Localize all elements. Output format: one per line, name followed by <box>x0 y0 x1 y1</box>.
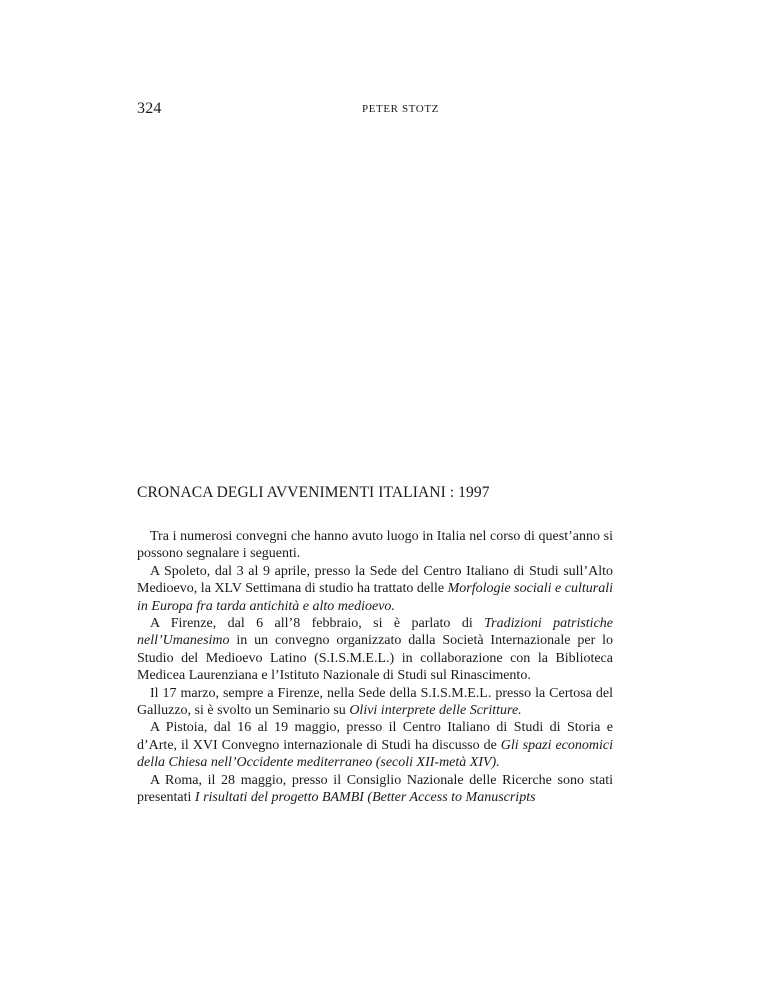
page-number: 324 <box>137 100 162 117</box>
italic-title: I risultati del progetto BAMBI (Better Access to Manuscripts <box>194 790 536 806</box>
paragraph-text: A Firenze, dal 6 all’8 febbraio, si è parlato di <box>150 616 485 632</box>
paragraph <box>137 615 613 685</box>
paragraph-text: in un convegno organizzato dalla Società Internazionale per lo Studio del Medioevo Latino (S.I.S.M.E.L.) in collaborazione con la Biblioteca Medicea Laurenziana e l’Istituto Nazionale di Studi sul Rinascimento. <box>137 633 613 684</box>
italic-title: Gli spazi economici della Chiesa nell’Occidente mediterraneo (secoli XII-metà XIV). <box>137 737 613 771</box>
italic-title: Morfologie sociali e culturali in Europa fra tarda antichità e alto medioevo. <box>137 581 613 614</box>
paragraph-text: A Roma, il 28 maggio, presso il Consiglio Nazionale delle Ricerche sono stati presentati <box>137 772 613 806</box>
paragraph-text: A Spoleto, dal 3 al 9 aprile, presso la Sede del Centro Italiano di Studi sull’Alto Medioevo, la XLV Settimana di studio ha trattato delle <box>137 563 613 597</box>
paragraph-text: A Pistoia, dal 16 al 19 maggio, presso il Centro Italiano di Studi di Storia e d’Arte, il XVI Convegno internazionale di Studi ha discusso de <box>137 720 613 753</box>
paragraph-text: Tra i numerosi convegni che hanno avuto luogo in Italia nel corso di quest’anno si possono segnalare i seguenti. <box>137 529 613 562</box>
paragraph <box>137 563 613 615</box>
section-title: CRONACA DEGLI AVVENIMENTI ITALIANI : 1997 <box>137 484 490 501</box>
italic-title: Tradizioni patristiche nell’Umanesimo <box>137 616 613 649</box>
paragraph-text: Il 17 marzo, sempre a Firenze, nella Sede della S.I.S.M.E.L. presso la Certosa del Galluzzo, si è svolto un Seminario su <box>137 685 613 719</box>
body-text <box>137 528 613 807</box>
paragraph <box>137 685 613 720</box>
italic-title: Olivi interprete delle Scritture. <box>349 703 522 719</box>
paragraph <box>137 772 613 807</box>
running-head <box>137 100 614 124</box>
paragraph <box>137 528 613 563</box>
paragraph <box>137 719 613 771</box>
running-head-author: PETER STOTZ <box>362 103 439 115</box>
